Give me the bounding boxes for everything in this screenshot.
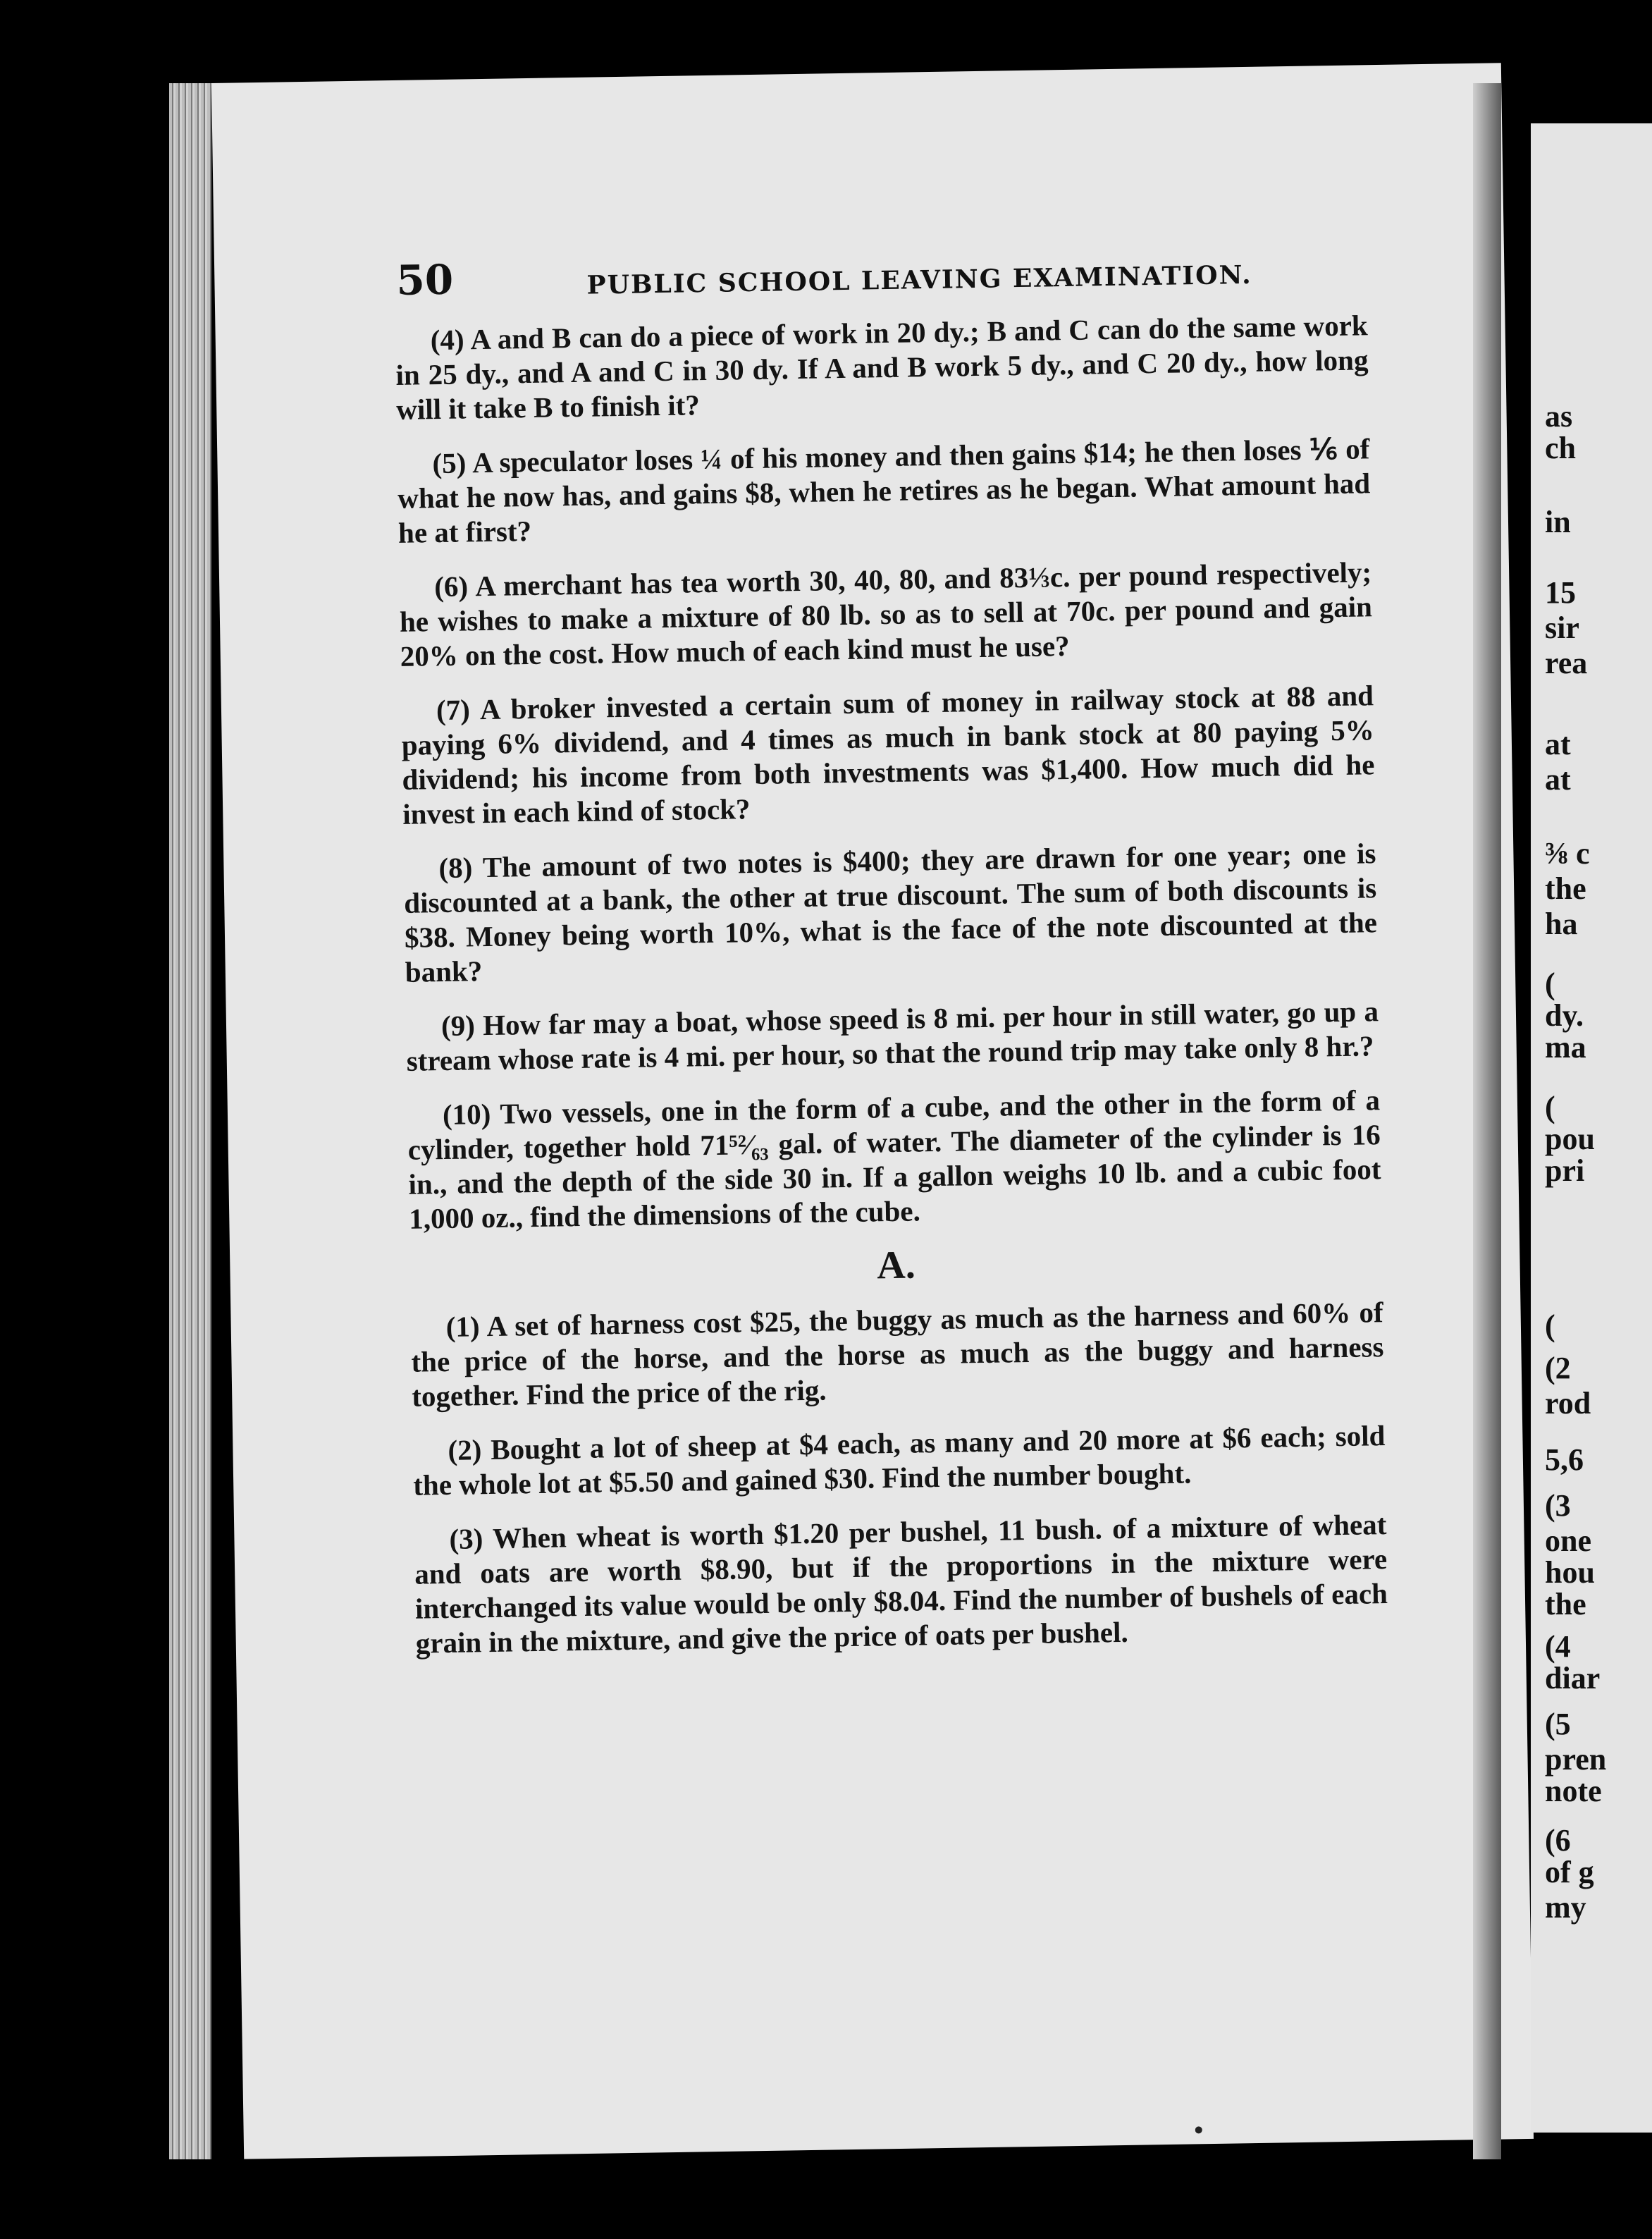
fragment: ( — [1545, 967, 1555, 1001]
page-gutter-shadow — [1473, 83, 1501, 2159]
fragment: at — [1545, 762, 1571, 797]
book-page — [211, 63, 1534, 2159]
fragment: one — [1545, 1523, 1591, 1558]
fragment: of g — [1545, 1855, 1594, 1889]
fragment: pou — [1545, 1122, 1595, 1156]
problem-a1: (1) A set of harness cost $25, the buggy as much as the harness and 60% of the price of the horse, and the horse as much as the buggy and harness together. Find the price of the rig. — [411, 1296, 1384, 1413]
fragment: (3 — [1545, 1488, 1571, 1523]
fragment: my — [1545, 1890, 1586, 1925]
fragment: the — [1545, 1587, 1586, 1621]
fragment: ch — [1545, 431, 1576, 465]
fragment: hou — [1545, 1555, 1595, 1590]
book-page-stack-edge — [169, 83, 211, 2159]
fragment: ( — [1545, 1090, 1555, 1124]
speck — [1195, 2126, 1202, 2133]
fragment: at — [1545, 727, 1571, 761]
fragment: pren — [1545, 1742, 1607, 1777]
fragment: dy. — [1545, 998, 1584, 1033]
problem-5: (5) A speculator loses ¼ of his money and then gains $14; he then loses ⅙ of what he now has, and gains $8, when he retires as he began. What amount had he at first? — [397, 432, 1371, 549]
fragment: diar — [1545, 1661, 1601, 1695]
fragment: ( — [1545, 1308, 1555, 1343]
fragment: in — [1545, 505, 1571, 539]
fragment: (2 — [1545, 1351, 1571, 1385]
fragment: note — [1545, 1774, 1602, 1808]
problem-8: (8) The amount of two notes is $400; they are drawn for one year; one is discounted at a bank, the other at true discount. The sum of both discounts is $38. Money being worth 10%, what is the face of the note discounted at the bank? — [403, 837, 1378, 988]
fragment: ma — [1545, 1030, 1586, 1065]
fragment: (6 — [1545, 1823, 1571, 1858]
problem-9: (9) How far may a boat, whose speed is 8 mi. per hour in still water, go up a stream whose rate is 4 mi. per hour, so that the round trip may take only 8 hr.? — [406, 995, 1379, 1077]
problem-a3: (3) When wheat is worth $1.20 per bushel, 11 bush. of a mixture of wheat and oats are worth $8.90, but if the proportions in the mixture were interchanged its value would be only $8.04. Find the number of bushels of each grain in the mixture, and give the price of oats per bushel. — [414, 1508, 1388, 1660]
fragment: as — [1545, 399, 1573, 434]
fragment: (5 — [1545, 1707, 1571, 1741]
adjacent-page-fragment — [1531, 123, 1652, 2133]
page-number: 50 — [395, 255, 454, 305]
fragment: ⅜ c — [1545, 836, 1590, 871]
section-title: A. — [876, 1243, 916, 1288]
fragment: sir — [1545, 611, 1579, 645]
page-body — [395, 308, 1388, 1680]
fragment: 15 — [1545, 575, 1576, 610]
fragment: pri — [1545, 1153, 1585, 1188]
problem-10: (10) Two vessels, one in the form of a cube, and the other in the form of a cylinder, together hold 71⁵²⁄₆₃ gal. of water. The diameter of the cylinder is 16 in., and the depth of the side 30 in. If a gallon weighs 10 lb. and a cubic foot 1,000 oz., find the dimensions of the cube. — [407, 1084, 1381, 1235]
fragment: 5,6 — [1545, 1442, 1584, 1477]
fragment: rea — [1545, 646, 1588, 680]
problem-7: (7) A broker invested a certain sum of money in railway stock at 88 and paying 6% dividend, and 4 times as much in bank stock at 80 paying 5% dividend; his income from both investments was $1,400. How much did he invest in each kind of stock? — [401, 679, 1375, 830]
fragment: (4 — [1545, 1629, 1571, 1664]
problem-4: (4) A and B can do a piece of work in 20 dy.; B and C can do the same work in 25 dy., and A and C in 30 dy. If A and B work 5 dy., and C 20 dy., how long will it take B to finish it? — [395, 309, 1369, 426]
problem-a2: (2) Bought a lot of sheep at $4 each, as many and 20 more at $6 each; sold the whole lot at $5.50 and gained $30. Find the number bought. — [412, 1419, 1386, 1502]
fragment: ha — [1545, 907, 1578, 941]
problem-6: (6) A merchant has tea worth 30, 40, 80, and 83⅓c. per pound respectively; he wishes to make a mixture of 80 lb. so as to sell at 70c. per pound and gain 20% on the cost. How much of each kind must he use? — [399, 556, 1373, 673]
fragment: rod — [1545, 1386, 1591, 1421]
running-title: PUBLIC SCHOOL LEAVING EXAMINATION. — [586, 259, 1252, 300]
page-header — [395, 240, 1412, 305]
fragment: the — [1545, 871, 1586, 906]
